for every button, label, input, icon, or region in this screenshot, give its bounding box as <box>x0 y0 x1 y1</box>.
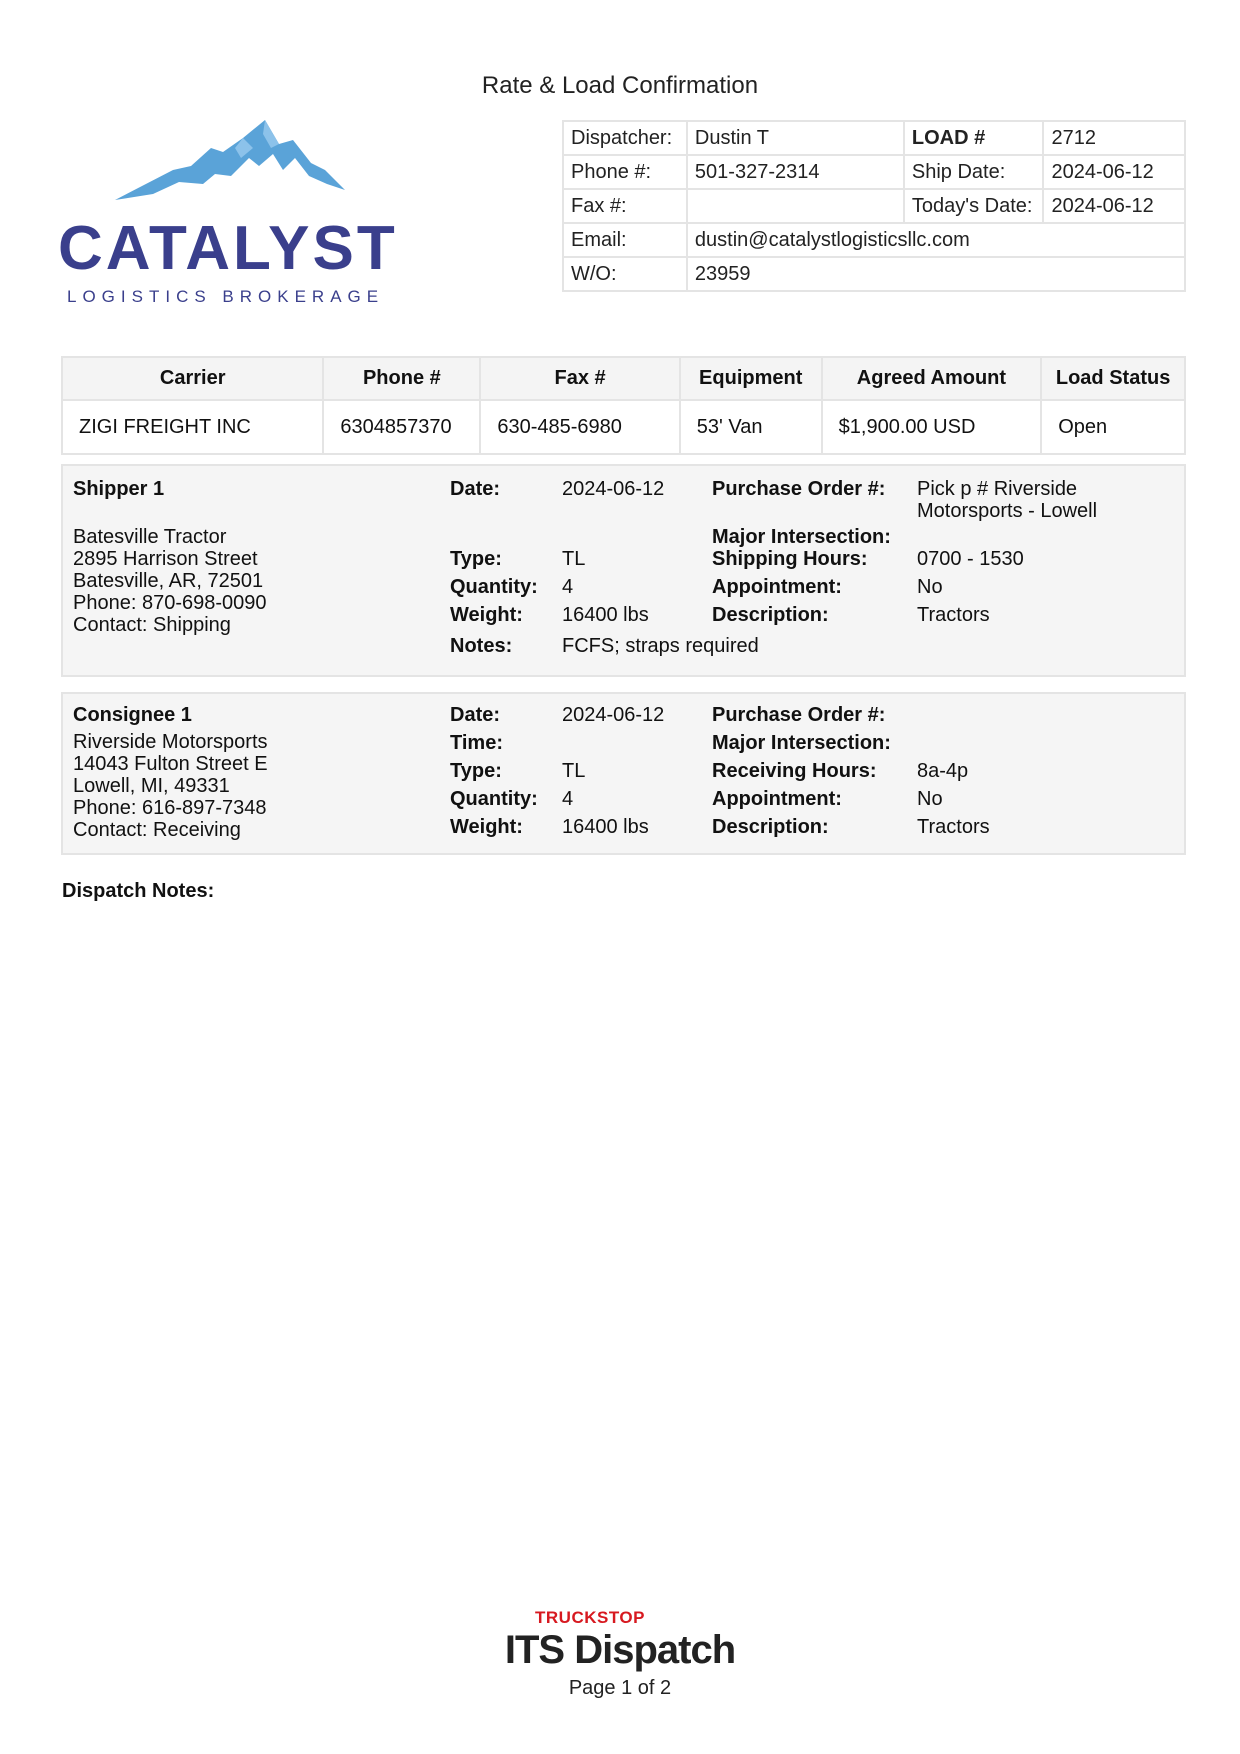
receiving-hours-label: Receiving Hours: <box>712 760 877 782</box>
consignee-date-label: Date: <box>450 704 501 726</box>
load-status: Open <box>1041 400 1185 454</box>
consignee-section <box>61 692 1186 855</box>
mountain-icon <box>113 118 348 208</box>
wo-value: 23959 <box>687 257 1185 291</box>
load-value: 2712 <box>1043 121 1185 155</box>
consignee-contact: Contact: Receiving <box>73 819 241 841</box>
catalyst-logo <box>58 118 398 308</box>
shipper-quantity: 4 <box>562 576 574 598</box>
shipper-notes: FCFS; straps required <box>562 635 759 657</box>
shipper-date-label: Date: <box>450 478 501 500</box>
dispatcher-value: Dustin T <box>687 121 904 155</box>
consignee-phone: Phone: 616-897-7348 <box>73 797 267 819</box>
shipper-intersection-label: Major Intersection: <box>712 526 891 548</box>
consignee-quantity: 4 <box>562 788 574 810</box>
column-header-load-status: Load Status <box>1041 357 1185 400</box>
consignee-street: 14043 Fulton Street E <box>73 753 268 775</box>
shipper-po: Pick p # Riverside Motorsports - Lowell <box>917 478 1098 522</box>
column-header-carrier: Carrier <box>62 357 323 400</box>
todays-date-label: Today's Date: <box>904 189 1044 223</box>
fax-value <box>687 189 904 223</box>
carrier-table-header <box>62 357 1185 400</box>
shipper-street: 2895 Harrison Street <box>73 548 258 570</box>
consignee-time-label: Time: <box>450 732 503 754</box>
consignee-po-label: Purchase Order #: <box>712 704 886 726</box>
load-label: LOAD # <box>904 121 1044 155</box>
truckstop-logo: TRUCKSTOP <box>535 1608 645 1627</box>
dispatch-notes-label: Dispatch Notes: <box>62 880 215 902</box>
shipper-city: Batesville, AR, 72501 <box>73 570 264 592</box>
logo-subtitle: LOGISTICS BROKERAGE <box>67 287 385 306</box>
shipper-appointment-label: Appointment: <box>712 576 842 598</box>
consignee-intersection-label: Major Intersection: <box>712 732 891 754</box>
column-header-agreed-amount: Agreed Amount <box>822 357 1042 400</box>
shipper-type: TL <box>562 548 586 570</box>
email-value: dustin@catalystlogisticsllc.com <box>687 223 1185 257</box>
carrier-phone: 6304857370 <box>323 400 480 454</box>
shipper-po-label: Purchase Order #: <box>712 478 886 500</box>
shipper-contact: Contact: Shipping <box>73 614 231 636</box>
consignee-name: Riverside Motorsports <box>73 731 268 753</box>
carrier-table <box>61 356 1186 455</box>
logo-wordmark: CATALYST <box>58 214 398 283</box>
consignee-weight: 16400 lbs <box>562 816 649 838</box>
table-row <box>62 400 1185 454</box>
consignee-appointment-label: Appointment: <box>712 788 842 810</box>
consignee-description: Tractors <box>917 816 990 838</box>
consignee-appointment: No <box>917 788 943 810</box>
consignee-description-label: Description: <box>712 816 829 838</box>
receiving-hours: 8a-4p <box>917 760 969 782</box>
shipper-weight-label: Weight: <box>450 604 523 626</box>
consignee-date: 2024-06-12 <box>562 704 665 726</box>
shipper-title: Shipper 1 <box>73 478 165 500</box>
column-header-phone: Phone # <box>323 357 480 400</box>
carrier-name: ZIGI FREIGHT INC <box>62 400 323 454</box>
column-header-equipment: Equipment <box>680 357 822 400</box>
document-title: Rate & Load Confirmation <box>481 72 759 99</box>
carrier-equipment: 53' Van <box>680 400 822 454</box>
carrier-fax: 630-485-6980 <box>480 400 679 454</box>
consignee-title: Consignee 1 <box>73 704 192 726</box>
dispatcher-label: Dispatcher: <box>563 121 687 155</box>
its-dispatch-logo: ITS Dispatch <box>504 1628 736 1672</box>
email-label: Email: <box>563 223 687 257</box>
shipper-date: 2024-06-12 <box>562 478 665 500</box>
shipper-address <box>73 526 267 636</box>
phone-value: 501-327-2314 <box>687 155 904 189</box>
shipper-weight: 16400 lbs <box>562 604 649 626</box>
page-number: Page 1 of 2 <box>568 1677 672 1699</box>
shipping-hours: 0700 - 1530 <box>917 548 1024 570</box>
agreed-amount: $1,900.00 USD <box>822 400 1042 454</box>
shipper-notes-label: Notes: <box>450 635 513 657</box>
shipper-type-label: Type: <box>450 548 502 570</box>
footer <box>0 1608 1240 1700</box>
shipper-phone: Phone: 870-698-0090 <box>73 592 267 614</box>
shipping-hours-label: Shipping Hours: <box>712 548 868 570</box>
fax-label: Fax #: <box>563 189 687 223</box>
shipper-name: Batesville Tractor <box>73 526 227 548</box>
dispatch-info-table <box>562 120 1186 292</box>
shipper-description-label: Description: <box>712 604 829 626</box>
ship-date-value: 2024-06-12 <box>1043 155 1185 189</box>
consignee-quantity-label: Quantity: <box>450 788 538 810</box>
shipper-section <box>61 464 1186 677</box>
consignee-address <box>73 731 268 841</box>
shipper-appointment: No <box>917 576 943 598</box>
column-header-fax: Fax # <box>480 357 679 400</box>
shipper-quantity-label: Quantity: <box>450 576 538 598</box>
shipper-description: Tractors <box>917 604 990 626</box>
wo-label: W/O: <box>563 257 687 291</box>
consignee-type: TL <box>562 760 586 782</box>
consignee-type-label: Type: <box>450 760 502 782</box>
todays-date-value: 2024-06-12 <box>1043 189 1185 223</box>
ship-date-label: Ship Date: <box>904 155 1044 189</box>
consignee-city: Lowell, MI, 49331 <box>73 775 230 797</box>
consignee-weight-label: Weight: <box>450 816 523 838</box>
phone-label: Phone #: <box>563 155 687 189</box>
